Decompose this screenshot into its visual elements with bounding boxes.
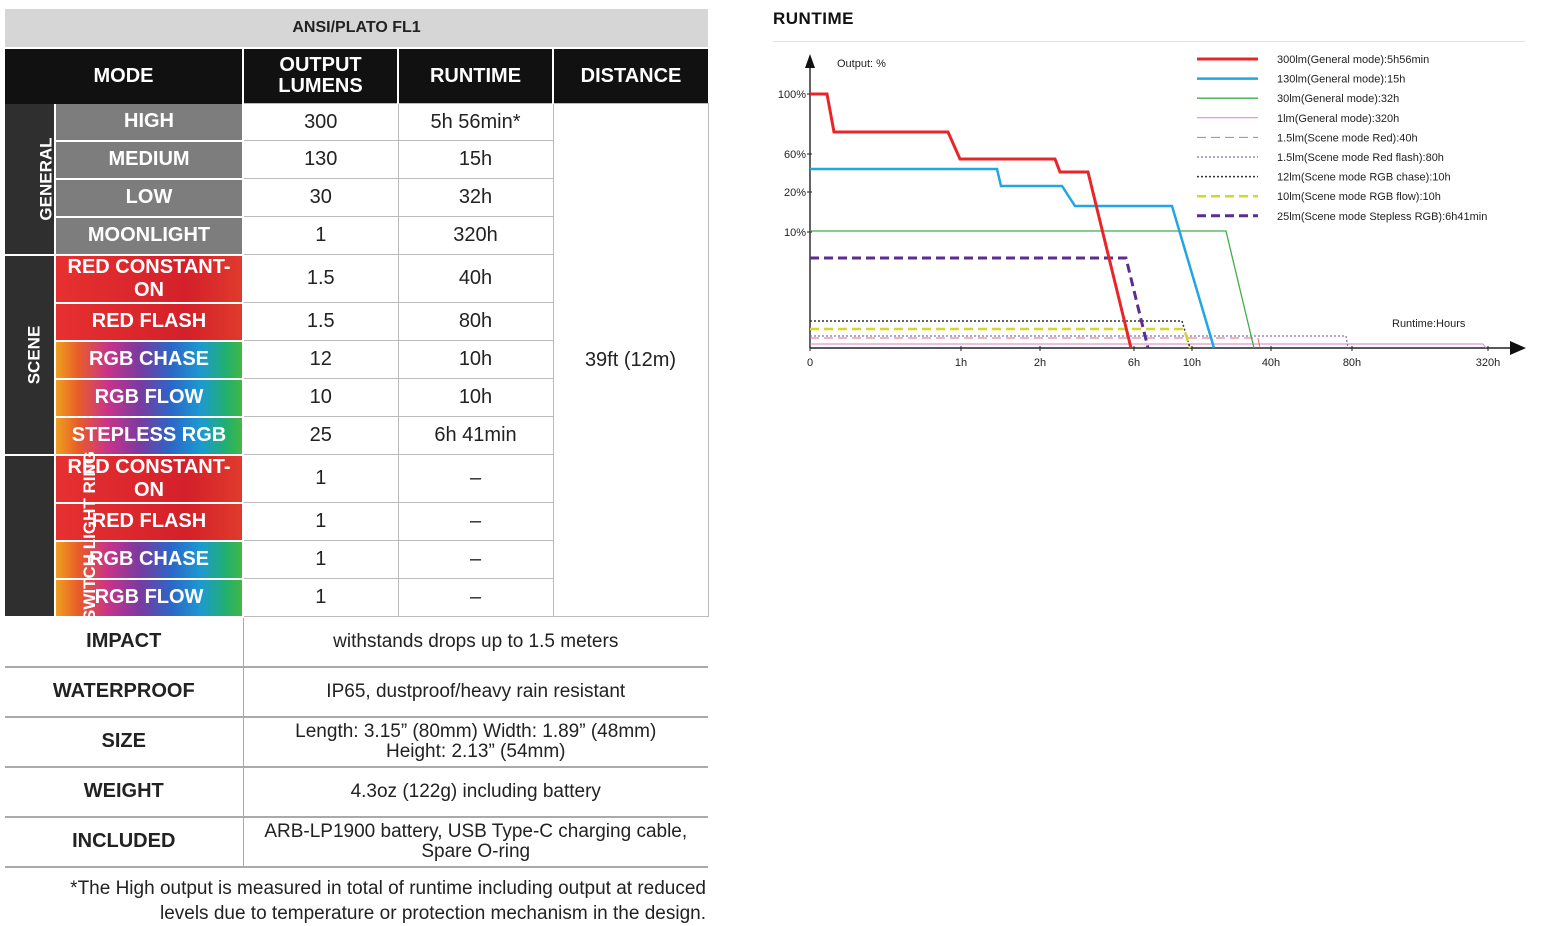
runtime-chart bbox=[770, 48, 1532, 380]
legend-label: 25lm(Scene mode Stepless RGB):6h41min bbox=[1277, 210, 1488, 223]
property-value-line: ARB-LP1900 battery, USB Type-C charging cable, bbox=[264, 820, 688, 842]
lumens-value: 1 bbox=[243, 541, 398, 579]
lumens-value: 12 bbox=[243, 341, 398, 379]
runtime-value: 15h bbox=[398, 141, 553, 179]
series-line bbox=[810, 231, 1254, 348]
y-tick-label: 60% bbox=[783, 149, 806, 161]
property-value-line: 4.3oz (122g) including battery bbox=[350, 780, 601, 802]
property-value bbox=[243, 618, 708, 667]
x-tick-label: 80h bbox=[1342, 357, 1362, 369]
x-tick-label: 1h bbox=[954, 357, 968, 369]
legend-label: 1.5lm(Scene mode Red):40h bbox=[1277, 132, 1418, 145]
property-value bbox=[243, 667, 708, 717]
runtime-value: 32h bbox=[398, 179, 553, 217]
title-divider bbox=[773, 41, 1525, 42]
group-label-text: GENERAL bbox=[36, 136, 56, 221]
mode-name: RED FLASH bbox=[55, 503, 243, 541]
spec-panel bbox=[5, 9, 708, 926]
footnote-line: levels due to temperature or protection mechanism in the design. bbox=[159, 902, 706, 924]
x-tick-label: 320h bbox=[1475, 357, 1501, 369]
series-line bbox=[810, 258, 1148, 348]
runtime-value: – bbox=[398, 541, 553, 579]
group-label-text: SCENE bbox=[24, 325, 44, 384]
mode-name: RGB FLOW bbox=[55, 579, 243, 617]
y-tick-label: 100% bbox=[777, 89, 806, 101]
runtime-value: 6h 41min bbox=[398, 417, 553, 455]
legend-label: 1.5lm(Scene mode Red flash):80h bbox=[1277, 152, 1444, 164]
property-label: WATERPROOF bbox=[5, 667, 243, 717]
legend-label: 10lm(Scene mode RGB flow):10h bbox=[1277, 191, 1441, 204]
header-output bbox=[243, 48, 398, 104]
mode-name: STEPLESS RGB bbox=[55, 417, 243, 455]
footnote-line: *The High output is measured in total of runtime including output at reduced bbox=[70, 877, 706, 899]
property-label: INCLUDED bbox=[5, 817, 243, 867]
lumens-value: 1 bbox=[243, 579, 398, 617]
lumens-value: 1.5 bbox=[243, 255, 398, 303]
lumens-value: 1 bbox=[243, 455, 398, 503]
runtime-value: 320h bbox=[398, 217, 553, 255]
property-label: WEIGHT bbox=[5, 767, 243, 817]
property-value-line: Height: 2.13” (54mm) bbox=[385, 740, 566, 762]
runtime-value: – bbox=[398, 579, 553, 617]
legend-label: 130lm(General mode):15h bbox=[1277, 73, 1406, 86]
property-label: SIZE bbox=[5, 717, 243, 767]
runtime-value: 5h 56min* bbox=[398, 104, 553, 141]
y-tick-label: 10% bbox=[783, 227, 806, 239]
mode-name: RGB CHASE bbox=[55, 541, 243, 579]
mode-name: HIGH bbox=[55, 104, 243, 141]
series-line bbox=[810, 94, 1131, 348]
y-tick-label: 20% bbox=[783, 187, 806, 199]
runtime-value: 10h bbox=[398, 379, 553, 417]
runtime-value: – bbox=[398, 455, 553, 503]
property-row bbox=[5, 817, 708, 867]
mode-name: RGB CHASE bbox=[55, 341, 243, 379]
chart-title: RUNTIME bbox=[773, 9, 854, 28]
property-row bbox=[5, 767, 708, 817]
runtime-value: 10h bbox=[398, 341, 553, 379]
property-value-line: Spare O-ring bbox=[421, 840, 531, 862]
legend-label: 12lm(Scene mode RGB chase):10h bbox=[1277, 171, 1451, 184]
property-row bbox=[5, 618, 708, 667]
group-label bbox=[5, 450, 99, 621]
x-tick-label: 0 bbox=[806, 357, 814, 369]
property-value-line: Length: 3.15” (80mm) Width: 1.89” (48mm) bbox=[295, 720, 657, 742]
x-tick-label: 40h bbox=[1261, 357, 1281, 369]
mode-name: RED CONSTANT-ON bbox=[55, 255, 243, 303]
property-value bbox=[243, 817, 708, 867]
y-axis-arrow bbox=[805, 54, 815, 68]
property-value-line: withstands drops up to 1.5 meters bbox=[333, 630, 619, 652]
header-mode: MODE bbox=[5, 48, 243, 104]
legend-label: 1lm(General mode):320h bbox=[1277, 112, 1400, 125]
mode-name: RED CONSTANT-ON bbox=[55, 455, 243, 503]
footnote bbox=[5, 876, 708, 926]
x-axis-label: Runtime:Hours bbox=[1392, 318, 1466, 330]
x-tick-label: 6h bbox=[1127, 357, 1141, 369]
mode-name: MEDIUM bbox=[55, 141, 243, 179]
mode-row bbox=[5, 104, 708, 141]
lumens-value: 30 bbox=[243, 179, 398, 217]
mode-name: RED FLASH bbox=[55, 303, 243, 341]
header-output-line1: OUTPUT bbox=[279, 54, 362, 76]
group-label-text: SWITCH LIGHT RING bbox=[79, 450, 99, 621]
header-distance: DISTANCE bbox=[553, 48, 708, 104]
lumens-value: 300 bbox=[243, 104, 398, 141]
legend-label: 30lm(General mode):32h bbox=[1277, 93, 1400, 106]
lumens-value: 25 bbox=[243, 417, 398, 455]
distance-value: 39ft (12m) bbox=[553, 104, 708, 617]
y-axis-label: Output: % bbox=[837, 58, 886, 70]
property-value bbox=[243, 767, 708, 817]
spec-table bbox=[5, 9, 709, 621]
runtime-value: 80h bbox=[398, 303, 553, 341]
property-value-line: IP65, dustproof/heavy rain resistant bbox=[326, 680, 626, 702]
lumens-value: 10 bbox=[243, 379, 398, 417]
lumens-value: 130 bbox=[243, 141, 398, 179]
mode-name: RGB FLOW bbox=[55, 379, 243, 417]
mode-name: LOW bbox=[55, 179, 243, 217]
mode-name: MOONLIGHT bbox=[55, 217, 243, 255]
x-tick-label: 2h bbox=[1033, 357, 1047, 369]
lumens-value: 1 bbox=[243, 503, 398, 541]
header-output-line2: LUMENS bbox=[278, 75, 363, 97]
ansi-standard-label: ANSI/PLATO FL1 bbox=[5, 9, 708, 48]
runtime-value: – bbox=[398, 503, 553, 541]
x-tick-label: 10h bbox=[1182, 357, 1202, 369]
runtime-value: 40h bbox=[398, 255, 553, 303]
header-runtime: RUNTIME bbox=[398, 48, 553, 104]
property-label: IMPACT bbox=[5, 618, 243, 667]
lumens-value: 1 bbox=[243, 217, 398, 255]
x-axis-arrow bbox=[1510, 341, 1526, 355]
lumens-value: 1.5 bbox=[243, 303, 398, 341]
group-label bbox=[5, 255, 55, 455]
property-row bbox=[5, 667, 708, 717]
property-value bbox=[243, 717, 708, 767]
property-row bbox=[5, 717, 708, 767]
legend-label: 300lm(General mode):5h56min bbox=[1277, 54, 1430, 66]
properties-table bbox=[5, 618, 708, 868]
group-label bbox=[5, 104, 55, 255]
